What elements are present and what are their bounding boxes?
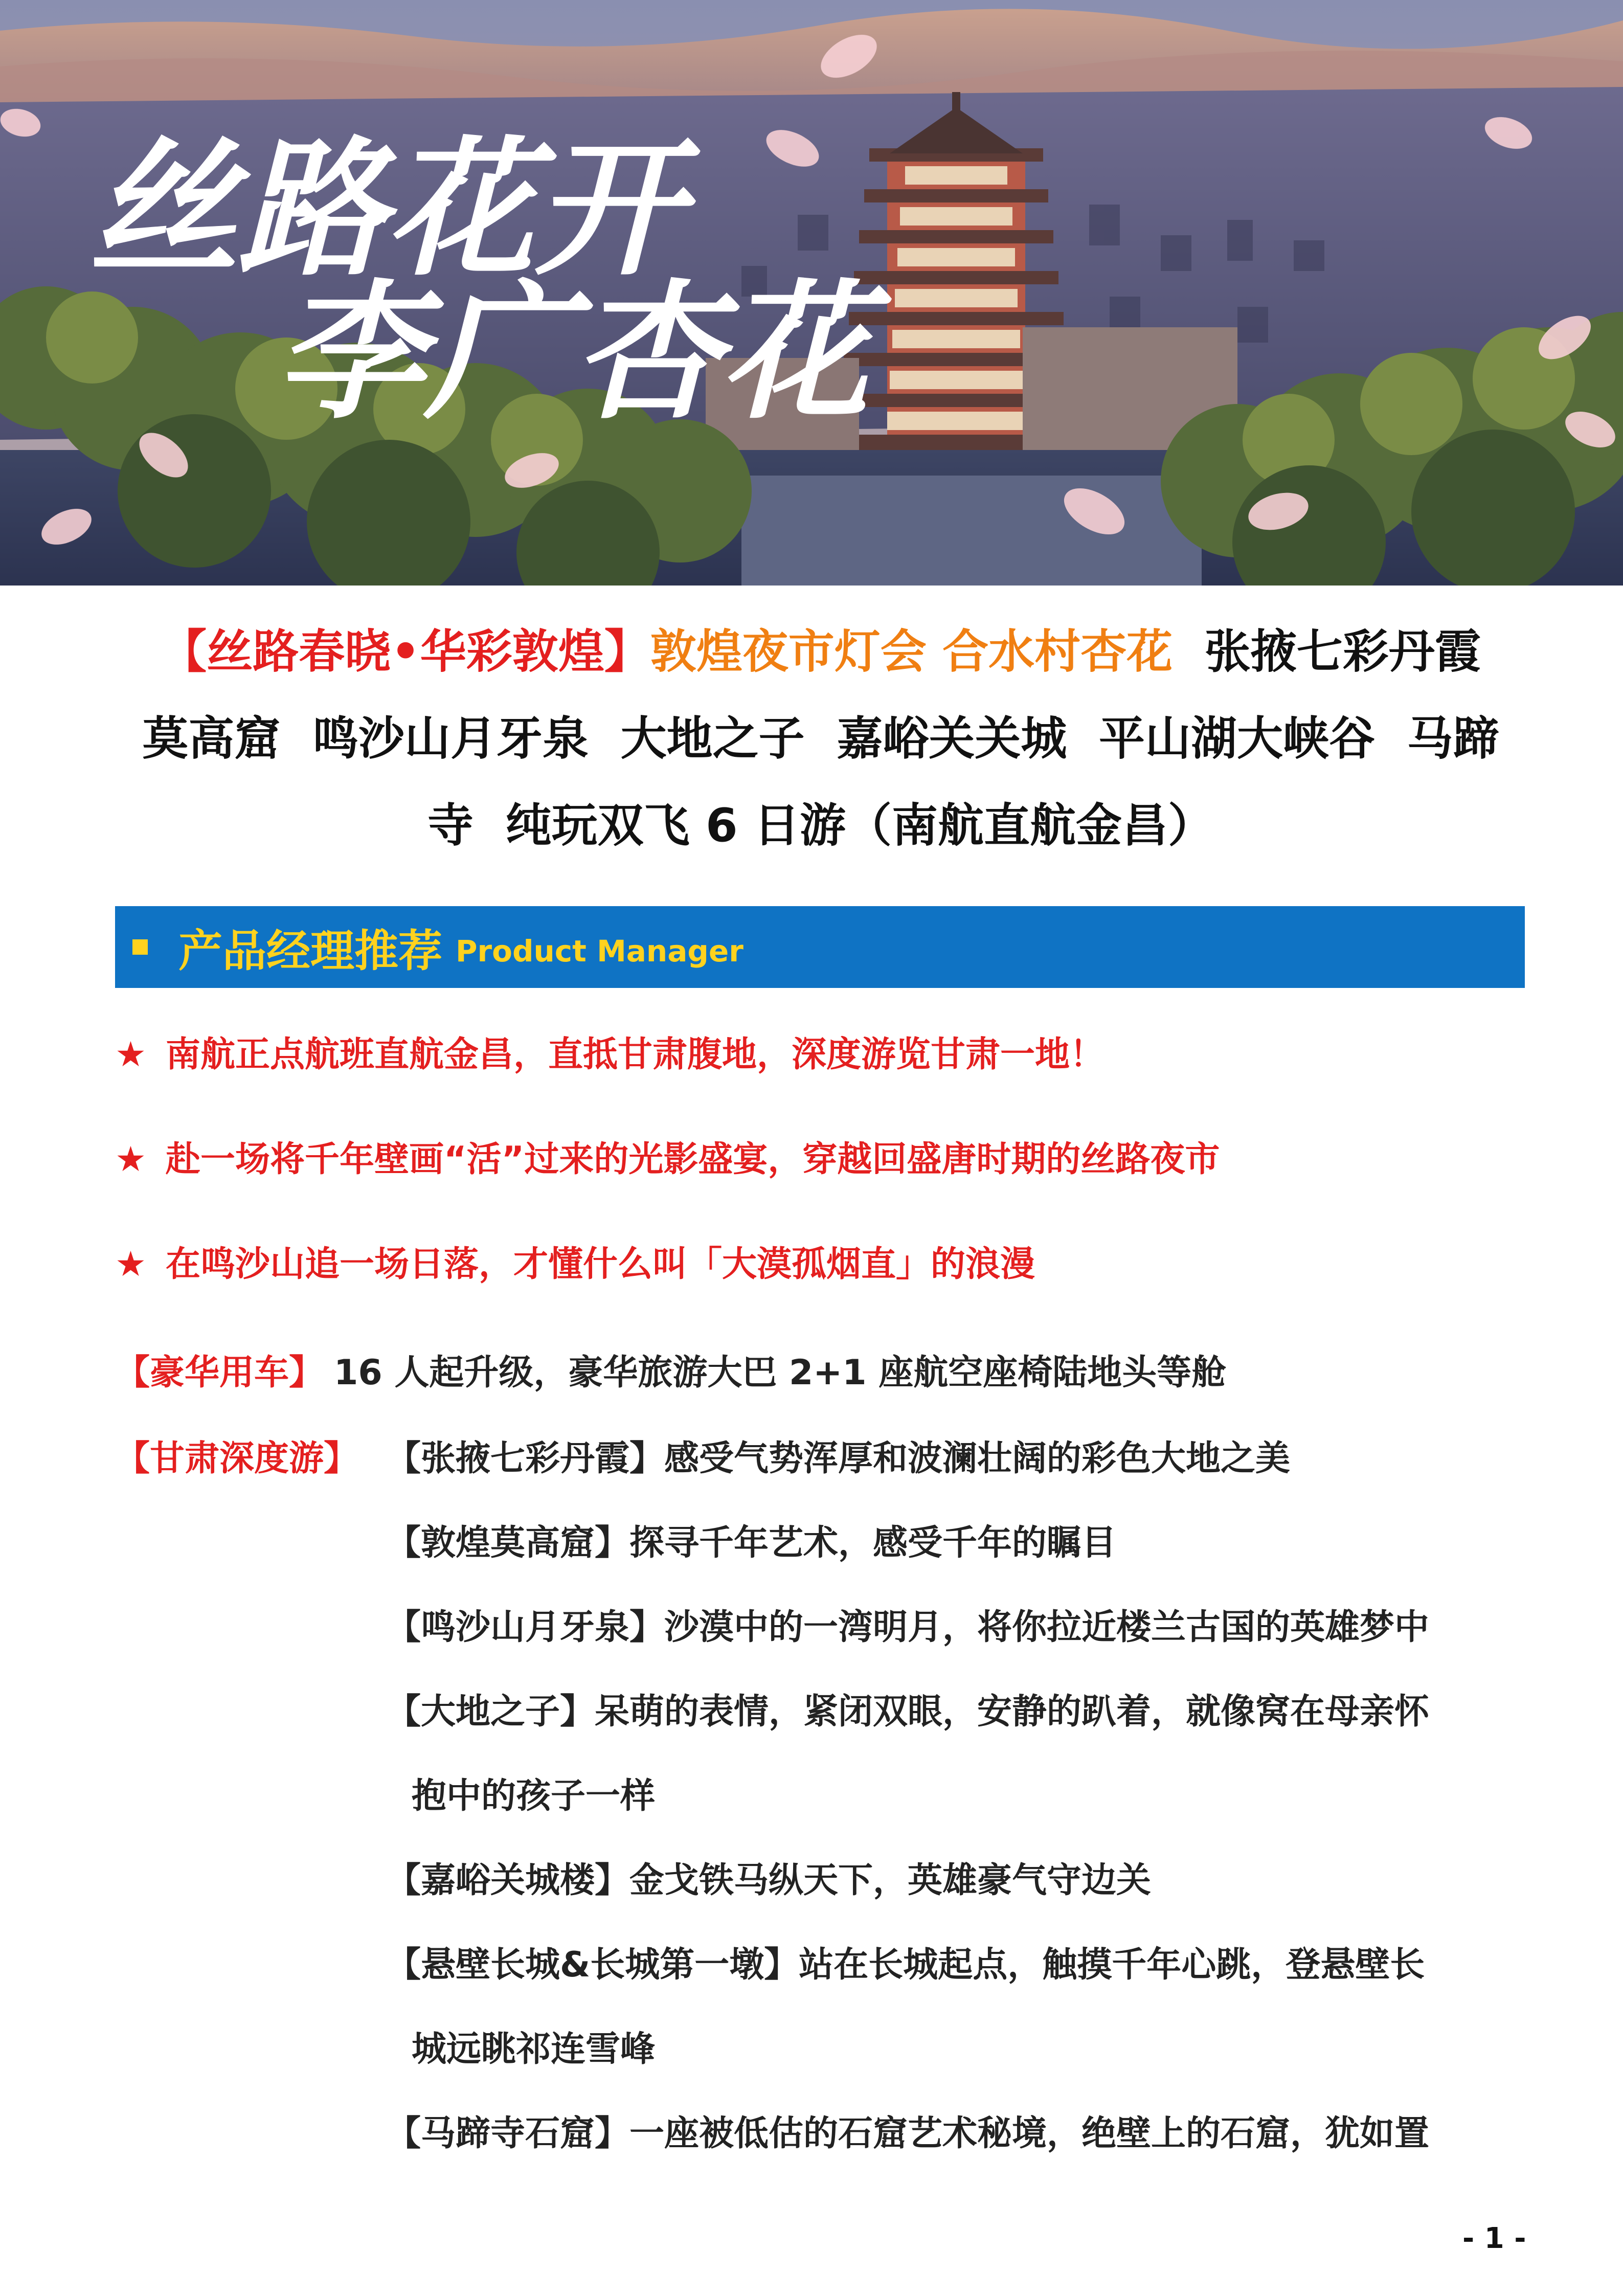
page-number: - 1 - bbox=[1462, 2222, 1526, 2255]
star-icon: ★ bbox=[115, 1034, 146, 1075]
star-icon: ★ bbox=[115, 1244, 146, 1285]
deep-tour-item: 【马蹄寺石窟】一座被低估的石窟艺术秘境，绝壁上的石窟，犹如置 bbox=[386, 2113, 1430, 2154]
hero-title-line1: 丝路花开 bbox=[89, 124, 683, 296]
deep-tour-item: 【大地之子】呆萌的表情，紧闭双眼，安静的趴着，就像窝在母亲怀 bbox=[386, 1692, 1430, 1732]
hero-photo-illustration bbox=[0, 0, 1623, 586]
hero-title-line2: 李广杏花 bbox=[276, 267, 869, 439]
deep-tour-item: 【敦煌莫高窟】探寻千年艺术，感受千年的瞩目 bbox=[386, 1523, 1117, 1563]
deep-tour-item: 【张掖七彩丹霞】感受气势浑厚和波澜壮阔的彩色大地之美 bbox=[386, 1438, 1291, 1479]
deep-tour-item: 【悬壁长城&长城第一墩】站在长城起点，触摸千年心跳，登悬壁长 bbox=[386, 1945, 1425, 1985]
title-highlight: 敦煌夜市灯会 合水村杏花 bbox=[650, 625, 1173, 679]
luxury-bus-tag: 【豪华用车】 bbox=[115, 1353, 324, 1393]
title-spot: 张掖七彩丹霞 bbox=[1173, 625, 1481, 679]
luxury-bus-text: 16 人起升级，豪华旅游大巴 2+1 座航空座椅陆地头等舱 bbox=[334, 1353, 1227, 1393]
deep-tour-tag: 【甘肃深度游】 bbox=[115, 1438, 359, 1479]
highlight-item: ★ 赴一场将千年壁画“活”过来的光影盛宴，穿越回盛唐时期的丝路夜市 bbox=[115, 1139, 1220, 1180]
product-manager-subtitle: Product Manager bbox=[456, 934, 743, 969]
tour-title-line1 bbox=[115, 609, 1526, 695]
star-icon: ★ bbox=[115, 1139, 146, 1180]
deep-tour-list bbox=[386, 1416, 1526, 2176]
square-bullet-icon bbox=[132, 939, 148, 955]
hero-banner bbox=[0, 0, 1623, 586]
highlight-item: ★ 在鸣沙山追一场日落，才懂什么叫「大漠孤烟直」的浪漫 bbox=[115, 1244, 1035, 1285]
product-manager-title: 产品经理推荐 bbox=[178, 926, 442, 977]
title-brand: 【丝路春晓•华彩敦煌】 bbox=[161, 625, 650, 679]
luxury-bus-row bbox=[115, 1332, 1226, 1414]
deep-tour-item-continued: 抱中的孩子一样 bbox=[412, 1776, 656, 1816]
tour-title bbox=[115, 609, 1526, 869]
product-manager-header bbox=[115, 906, 1525, 988]
highlights-list bbox=[115, 1002, 1526, 1317]
highlight-item: ★ 南航正点航班直航金昌，直抵甘肃腹地，深度游览甘肃一地！ bbox=[115, 1034, 1104, 1075]
deep-tour-item: 【嘉峪关城楼】金戈铁马纵天下，英雄豪气守边关 bbox=[386, 1860, 1152, 1901]
tour-title-line2: 莫高窟 鸣沙山月牙泉 大地之子 嘉峪关关城 平山湖大峡谷 马蹄 bbox=[142, 712, 1499, 766]
tour-title-line3: 寺 纯玩双飞 6 日游（南航直航金昌） bbox=[427, 799, 1214, 852]
deep-tour-item-continued: 城远眺祁连雪峰 bbox=[412, 2029, 656, 2069]
deep-tour-item: 【鸣沙山月牙泉】沙漠中的一湾明月，将你拉近楼兰古国的英雄梦中 bbox=[386, 1607, 1430, 1648]
